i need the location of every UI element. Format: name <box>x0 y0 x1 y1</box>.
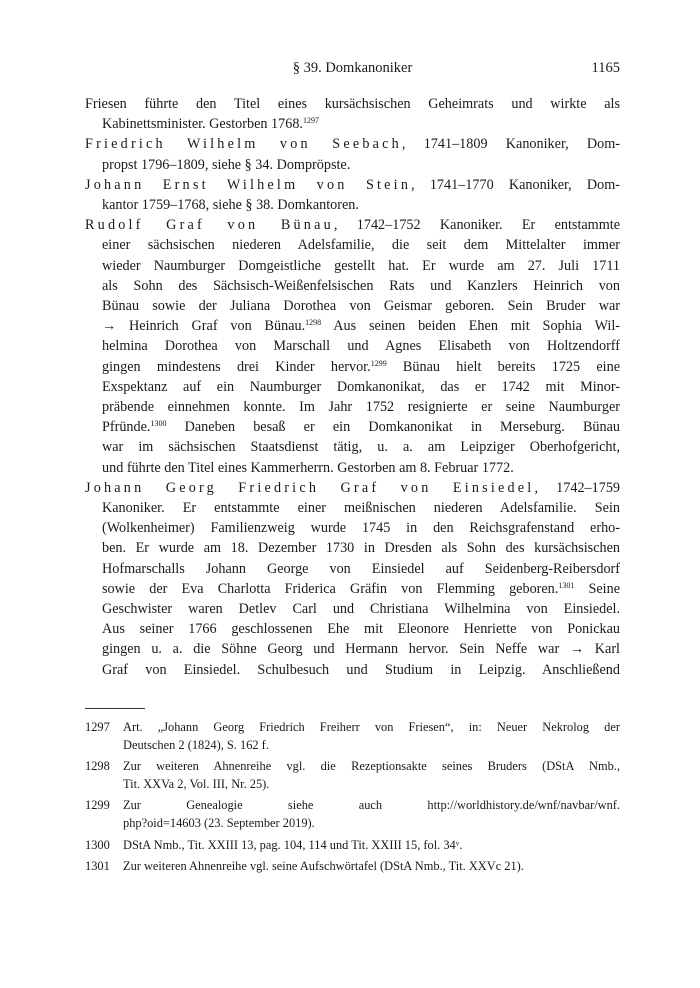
line-text: , 1742–1752 Kanoniker. Er entstammte <box>333 217 620 234</box>
footnote-ref: 1299 <box>370 358 387 368</box>
footnote-line: php?oid=14603 (23. September 2019). <box>123 815 315 830</box>
line-text: Seine <box>574 580 620 597</box>
footnote-number: 1298 <box>85 759 110 774</box>
line-text: Pfründe. <box>102 419 151 436</box>
entry <box>85 215 620 478</box>
person-name: Friedrich Wilhelm von Seebach <box>85 136 402 153</box>
line-text: Exspektanz auf ein Naumburger Domkanonikat, das er 1742 mit Minor- <box>102 378 620 395</box>
entry <box>85 94 620 134</box>
text-line <box>85 114 620 134</box>
text-line <box>85 498 620 518</box>
line-text: Aus seiner 1766 geschlossenen Ehe mit Eleonore Henriette von Ponickau <box>102 621 620 638</box>
entry <box>85 478 620 680</box>
line-text: als Sohn des Sächsisch-Weißenfelsischen Rats und Kanzlers Heinrich von <box>102 277 620 294</box>
footnote-text <box>123 797 620 832</box>
text-line <box>85 377 620 397</box>
footnote-ref: 1298 <box>305 318 322 328</box>
footnote-line: Zur Genealogie siehe auch http://worldhistory.de/wnf/navbar/wnf. <box>123 798 620 813</box>
text-line <box>85 579 620 599</box>
line-text: (Wolkenheimer) Familienzweig wurde 1745 in den Reichsgrafenstand erho- <box>102 520 620 537</box>
person-name: Rudolf Graf von Bünau <box>85 217 334 234</box>
text-line <box>85 538 620 558</box>
footnote-text <box>123 719 620 754</box>
footnote-line: DStA Nmb., Tit. XXIII 13, pag. 104, 114 und Tit. XXIII 15, fol. 34ᵛ. <box>123 837 463 852</box>
line-text: einer sächsischen niederen Adelsfamilie, die seit dem Mittelalter immer <box>102 237 620 254</box>
line-text: Friesen führte den Titel eines kursächsischen Geheimrats und wirkte als <box>85 96 620 112</box>
line-text: ben. Er wurde am 18. Dezember 1730 in Dresden als Sohn des kursächsischen <box>102 540 620 557</box>
line-text: präbende einnehmen konnte. Im Jahr 1752 resignierte er seine Naumburger <box>102 399 620 416</box>
line-text: Daneben besaß er ein Domkanonikat in Merseburg. Bünau <box>166 419 620 436</box>
line-text: und führte den Titel eines Kammerherrn. Gestorben am 8. Februar 1772. <box>102 459 514 476</box>
text-line <box>85 134 620 154</box>
line-text: Bünau sowie der Juliana Dorothea von Geismar geboren. Sein Bruder war <box>102 298 620 315</box>
line-text: helmina Dorothea von Marschall und Agnes Elisabeth von Holtzendorff <box>102 338 620 355</box>
entry <box>85 175 620 215</box>
line-text: sowie der Eva Charlotta Friderica Gräfin von Flemming geboren. <box>102 580 559 597</box>
footnote <box>85 858 620 876</box>
text-line <box>85 276 620 296</box>
footnote <box>85 758 620 793</box>
line-text: war im sächsischen Staatsdienst tätig, u. a. am Leipziger Oberhofgericht, <box>102 439 620 456</box>
text-line <box>85 619 620 639</box>
text-line <box>85 235 620 255</box>
footnote-ref: 1297 <box>302 116 319 126</box>
footnote <box>85 719 620 754</box>
text-line <box>85 417 620 437</box>
footnote-number: 1300 <box>85 837 110 852</box>
line-text: , 1741–1809 Kanoniker, Dom- <box>401 136 620 153</box>
text-line <box>85 639 620 659</box>
footnote-number: 1301 <box>85 859 110 874</box>
footnote-ref: 1300 <box>150 419 167 429</box>
page-number: 1165 <box>591 60 620 76</box>
text-line <box>85 559 620 579</box>
footnotes <box>85 719 620 880</box>
text-line <box>85 357 620 377</box>
footnote-line: Zur weiteren Ahnenreihe vgl. seine Aufschwörtafel (DStA Nmb., Tit. XXVc 21). <box>123 859 524 874</box>
line-text: Kanoniker. Er entstammte einer meißnischen niederen Adelsfamilie. Sein <box>102 500 620 517</box>
text-line <box>85 215 620 235</box>
footnote-line: Tit. XXVa 2, Vol. III, Nr. 25). <box>123 776 270 791</box>
footnote-number: 1299 <box>85 798 110 813</box>
line-text: propst 1796–1809, siehe § 34. Dompröpste. <box>102 156 351 173</box>
text-line <box>85 316 620 336</box>
footnote-line: Art. „Johann Georg Friedrich Freiherr von Friesen“, in: Neuer Nekrolog der <box>123 720 620 734</box>
running-header <box>85 60 620 80</box>
line-text: gingen u. a. die Söhne Georg und Hermann hervor. Sein Neffe war → Karl <box>102 641 620 658</box>
text-line <box>85 518 620 538</box>
text-line <box>85 155 620 175</box>
text-line <box>85 94 620 114</box>
main-text <box>85 94 620 680</box>
footnote-text <box>123 758 620 793</box>
text-line <box>85 195 620 215</box>
line-text: gingen mindestens drei Kinder hervor. <box>102 358 371 375</box>
text-line <box>85 397 620 417</box>
line-text: Hofmarschalls Johann George von Einsiedel auf Seidenberg-Reibersdorf <box>102 560 620 577</box>
text-line <box>85 660 620 680</box>
line-text: Graf von Einsiedel. Schulbesuch und Studium in Leipzig. Anschließend <box>102 661 620 678</box>
text-line <box>85 599 620 619</box>
footnote-number: 1297 <box>85 720 110 734</box>
person-name: Johann Ernst Wilhelm von Stein <box>85 176 412 193</box>
footnote <box>85 797 620 832</box>
line-text: Geschwister waren Detlev Carl und Christiana Wilhelmina von Einsiedel. <box>102 601 620 618</box>
footnote-text <box>123 858 620 876</box>
section-title: § 39. Domkanoniker <box>292 60 413 76</box>
line-text: Bünau hielt bereits 1725 eine <box>386 358 620 375</box>
footnote-text <box>123 837 620 855</box>
line-text: → Heinrich Graf von Bünau. <box>102 318 306 335</box>
footnote <box>85 837 620 855</box>
line-text: , 1742–1759 <box>534 479 620 496</box>
line-text: kantor 1759–1768, siehe § 38. Domkantoren. <box>102 197 359 214</box>
text-line <box>85 256 620 276</box>
text-line <box>85 175 620 195</box>
text-line <box>85 478 620 498</box>
text-line <box>85 296 620 316</box>
entry <box>85 134 620 174</box>
person-name: Johann Georg Friedrich Graf von Einsiedel <box>85 479 535 496</box>
footnote-line: Zur weiteren Ahnenreihe vgl. die Rezeptionsakte seines Bruders (DStA Nmb., <box>123 759 620 774</box>
text-line <box>85 437 620 457</box>
text-line <box>85 458 620 478</box>
line-text: Kabinettsminister. Gestorben 1768. <box>102 116 303 133</box>
line-text: Aus seinen beiden Ehen mit Sophia Wil- <box>321 318 621 335</box>
line-text: , 1741–1770 Kanoniker, Dom- <box>411 176 620 193</box>
line-text: wieder Naumburger Domgeistliche gestellt hat. Er wurde am 27. Juli 1711 <box>102 257 620 274</box>
footnote-line: Deutschen 2 (1824), S. 162 f. <box>123 737 269 752</box>
footnote-ref: 1301 <box>558 580 575 590</box>
footnote-separator <box>85 708 145 709</box>
text-line <box>85 336 620 356</box>
